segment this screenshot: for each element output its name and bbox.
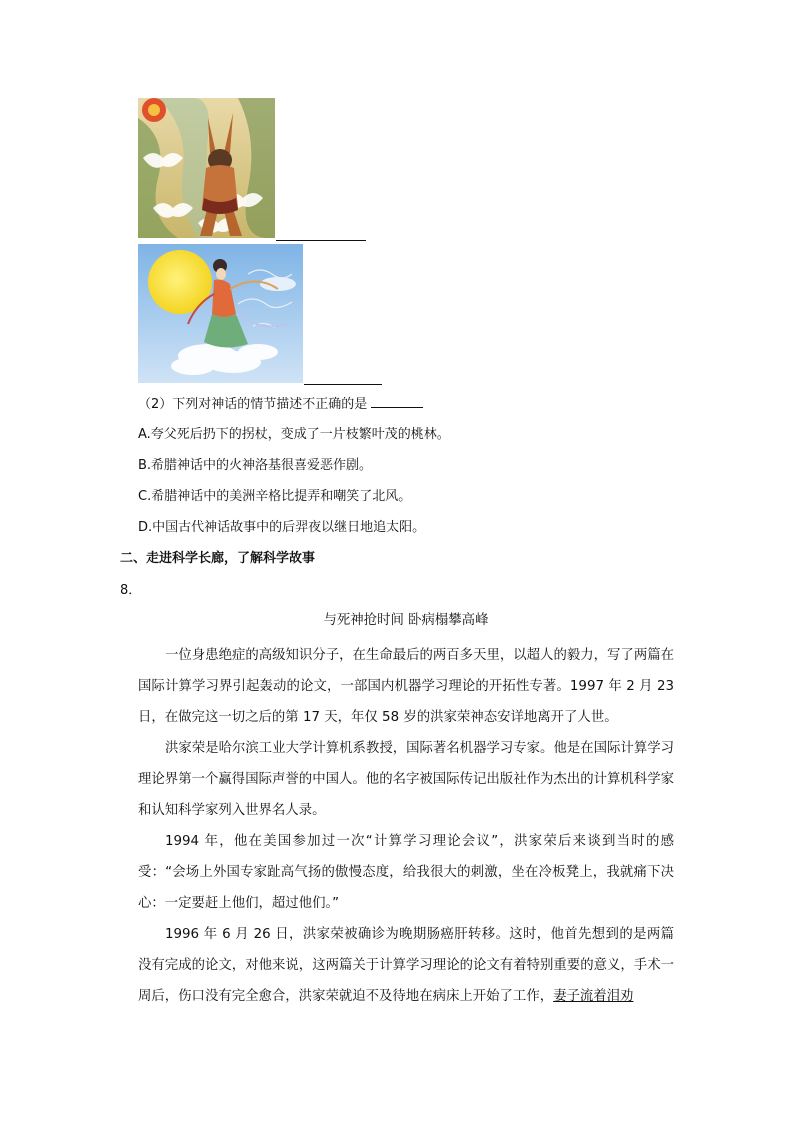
question-number: 8． <box>120 583 142 598</box>
answer-blank-1[interactable] <box>276 240 366 241</box>
article-paragraph-4 <box>138 919 674 1012</box>
giant-illustration <box>138 98 275 238</box>
article-paragraph-4-text: 1996 年 6 月 26 日，洪家荣被确诊为晚期肠癌肝转移。这时，他首先想到的是两篇没有完成的论文，对他来说，这两篇关于计算学习理论的论文有着特别重要的意义，手术一周后，伤口没有完全愈合，洪家荣就迫不及待地在病床上开始了工作， <box>138 927 674 1004</box>
option-c: C.希腊神话中的美洲辛格比提弄和嘲笑了北风。 <box>138 489 412 504</box>
option-a: A.夸父死后扔下的拐杖，变成了一片枝繁叶茂的桃林。 <box>138 427 450 442</box>
article-body <box>138 640 674 1012</box>
article-paragraph-2: 洪家荣是哈尔滨工业大学计算机系教授，国际著名机器学习专家。他是在国际计算学习理论界第一个赢得国际声誉的中国人。他的名字被国际传记出版社作为杰出的计算机科学家和认知科学家列入世界名人录。 <box>138 741 674 818</box>
question-2 <box>138 395 423 414</box>
option-b: B.希腊神话中的火神洛基很喜爱恶作剧。 <box>138 458 373 473</box>
option-d: D.中国古代神话故事中的后羿夜以继日地追太阳。 <box>138 520 426 535</box>
question-2-blank[interactable] <box>371 395 423 408</box>
answer-blank-2[interactable] <box>304 384 382 385</box>
article-title: 与死神抢时间 卧病榻攀高峰 <box>323 613 489 628</box>
underlined-sentence: 妻子流着泪劝 <box>553 989 634 1004</box>
article-paragraph-1: 一位身患绝症的高级知识分子，在生命最后的两百多天里，以超人的毅力，写了两篇在国际计算学习界引起轰动的论文，一部国内机器学习理论的开拓性专著。1997 年 2 月 23 日，在做完这一切之后的第 17 天，年仅 58 岁的洪家荣神态安详地离开了人世。 <box>138 648 674 725</box>
article-paragraph-3: 1994 年，他在美国参加过一次“计算学习理论会议”，洪家荣后来谈到当时的感受：“会场上外国专家趾高气扬的傲慢态度，给我很大的刺激，坐在冷板凳上，我就痛下决心：一定要赶上他们，超过他们。” <box>138 834 674 911</box>
section-heading: 二、走进科学长廊，了解科学故事 <box>120 551 316 566</box>
change-illustration-art <box>138 244 303 383</box>
giant-illustration-art <box>138 98 275 238</box>
question-2-label: （2）下列对神话的情节描述不正确的是 <box>138 397 368 412</box>
change-illustration <box>138 244 303 383</box>
